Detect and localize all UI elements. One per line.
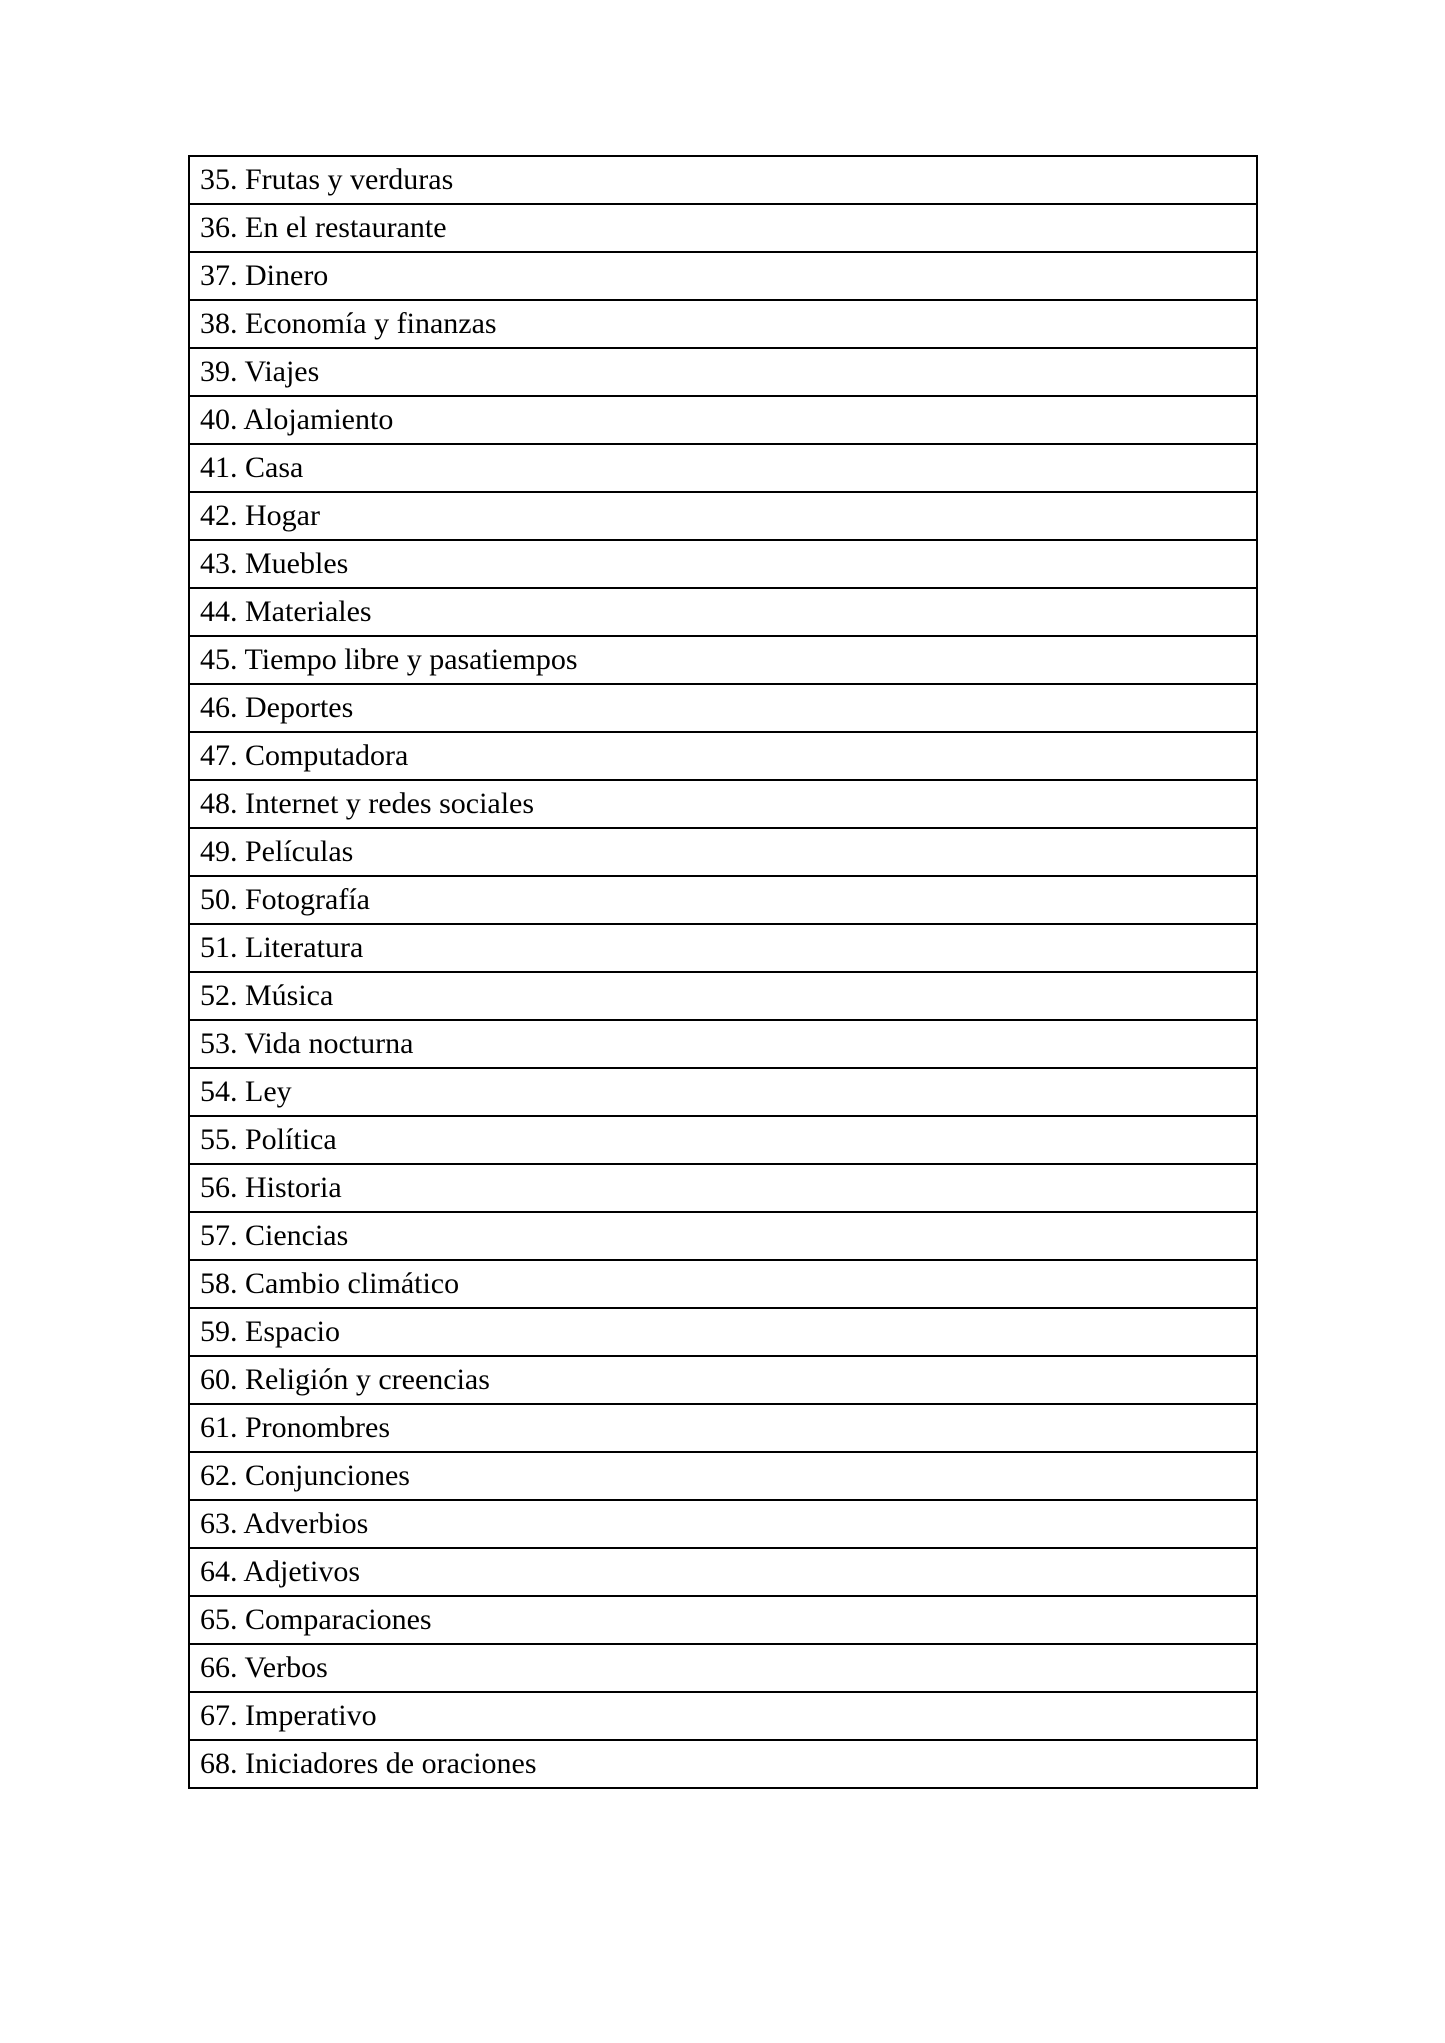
table-row <box>189 1308 1257 1356</box>
toc-entry: 51. Literatura <box>189 924 1257 972</box>
table-row <box>189 924 1257 972</box>
toc-entry: 46. Deportes <box>189 684 1257 732</box>
table-row <box>189 300 1257 348</box>
table-row <box>189 588 1257 636</box>
toc-entry: 38. Economía y finanzas <box>189 300 1257 348</box>
toc-entry: 53. Vida nocturna <box>189 1020 1257 1068</box>
table-row <box>189 684 1257 732</box>
table-row <box>189 444 1257 492</box>
toc-entry: 47. Computadora <box>189 732 1257 780</box>
table-row <box>189 1740 1257 1788</box>
table-row <box>189 1692 1257 1740</box>
table-row <box>189 1548 1257 1596</box>
toc-entry: 49. Películas <box>189 828 1257 876</box>
toc-entry: 65. Comparaciones <box>189 1596 1257 1644</box>
table-row <box>189 492 1257 540</box>
toc-entry: 58. Cambio climático <box>189 1260 1257 1308</box>
toc-entry: 39. Viajes <box>189 348 1257 396</box>
toc-entry: 44. Materiales <box>189 588 1257 636</box>
toc-entry: 35. Frutas y verduras <box>189 156 1257 204</box>
toc-entry: 37. Dinero <box>189 252 1257 300</box>
toc-entry: 59. Espacio <box>189 1308 1257 1356</box>
table-row <box>189 540 1257 588</box>
toc-entry: 54. Ley <box>189 1068 1257 1116</box>
toc-entry: 68. Iniciadores de oraciones <box>189 1740 1257 1788</box>
table-row <box>189 972 1257 1020</box>
toc-entry: 50. Fotografía <box>189 876 1257 924</box>
toc-entry: 40. Alojamiento <box>189 396 1257 444</box>
table-row <box>189 1452 1257 1500</box>
table-row <box>189 1020 1257 1068</box>
table-row <box>189 1500 1257 1548</box>
table-row <box>189 204 1257 252</box>
toc-body <box>189 156 1257 1788</box>
toc-entry: 56. Historia <box>189 1164 1257 1212</box>
toc-entry: 67. Imperativo <box>189 1692 1257 1740</box>
table-row <box>189 1644 1257 1692</box>
table-row <box>189 876 1257 924</box>
toc-entry: 42. Hogar <box>189 492 1257 540</box>
table-row <box>189 780 1257 828</box>
toc-entry: 36. En el restaurante <box>189 204 1257 252</box>
toc-entry: 60. Religión y creencias <box>189 1356 1257 1404</box>
table-row <box>189 1116 1257 1164</box>
toc-entry: 48. Internet y redes sociales <box>189 780 1257 828</box>
table-row <box>189 1164 1257 1212</box>
table-row <box>189 156 1257 204</box>
table-row <box>189 1068 1257 1116</box>
toc-entry: 41. Casa <box>189 444 1257 492</box>
toc-entry: 61. Pronombres <box>189 1404 1257 1452</box>
table-row <box>189 396 1257 444</box>
table-row <box>189 252 1257 300</box>
table-row <box>189 828 1257 876</box>
toc-entry: 64. Adjetivos <box>189 1548 1257 1596</box>
toc-entry: 45. Tiempo libre y pasatiempos <box>189 636 1257 684</box>
table-row <box>189 636 1257 684</box>
table-row <box>189 1212 1257 1260</box>
toc-entry: 62. Conjunciones <box>189 1452 1257 1500</box>
table-of-contents <box>188 155 1258 1789</box>
table-row <box>189 732 1257 780</box>
table-row <box>189 1404 1257 1452</box>
table-row <box>189 1260 1257 1308</box>
toc-entry: 55. Política <box>189 1116 1257 1164</box>
table-row <box>189 1356 1257 1404</box>
toc-entry: 66. Verbos <box>189 1644 1257 1692</box>
table-row <box>189 348 1257 396</box>
toc-entry: 52. Música <box>189 972 1257 1020</box>
table-row <box>189 1596 1257 1644</box>
toc-entry: 43. Muebles <box>189 540 1257 588</box>
toc-entry: 63. Adverbios <box>189 1500 1257 1548</box>
toc-entry: 57. Ciencias <box>189 1212 1257 1260</box>
